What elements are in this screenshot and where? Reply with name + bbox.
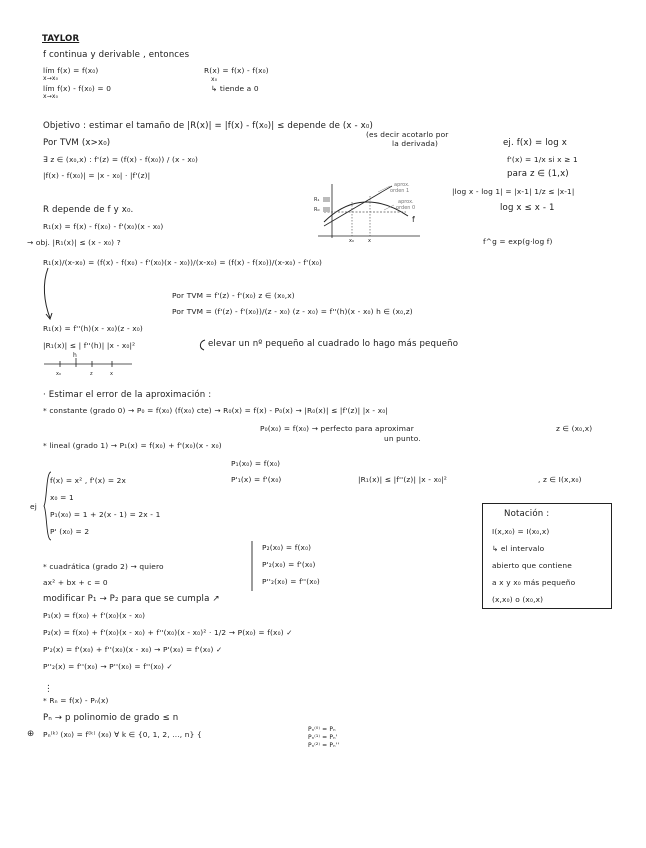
depende-line: R depende de f y x₀. (43, 205, 134, 215)
pk-condition: Pₙ⁽ᵏ⁾ (x₀) = f⁽ᵏ⁾ (x₀) ∀ k ∈ {0, 1, 2, ..., n} { (43, 730, 202, 739)
graph-orden1: orden 1 (390, 188, 410, 194)
graph-x-label: x (368, 238, 371, 244)
fprime-log: f'(x) = 1/x si x ≥ 1 (507, 155, 578, 164)
graph-tangent-line (324, 186, 392, 226)
exists-z: ∃ z ∈ (x₀,x) : f'(z) = (f(x) - f(x₀)) / (x - x₀) (43, 155, 199, 164)
dots: ⋮ (44, 684, 53, 694)
p2-expression: P₂(x) = f(x₀) + f'(x₀)(x - x₀) + f''(x₀)(x - x₀)² · 1/2 → P(x₀) = f(x₀) ✓ (43, 628, 293, 637)
log-inequality: |log x - log 1| = |x-1| 1/z ≤ |x-1| (452, 187, 575, 196)
taylor-graph (310, 180, 440, 242)
example-line-3: P₁(x₀) = 1 + 2(x - 1) = 2x - 1 (50, 510, 161, 519)
example-line-4: P' (x₀) = 2 (50, 527, 90, 536)
circled-plus-icon: ⊕ (27, 729, 35, 739)
number-line-x: x (110, 371, 113, 377)
modificar-line: modificar P₁ → P₂ para que se cumpla ↗ (43, 594, 220, 604)
limit-2: lím f(x) - f(x₀) = 0 (43, 84, 112, 93)
abs-diff: |f(x) - f(x₀)| = |x - x₀| · |f'(z)| (43, 171, 151, 180)
un-punto: un punto. (384, 434, 421, 443)
page-title: TAYLOR (42, 34, 80, 44)
objetivo-line: Objetivo : estimar el tamaño de |R(x)| = |f(x) - f(x₀)| ≤ depende de (x - x₀) (43, 121, 373, 131)
number-line-h: h (73, 352, 77, 359)
r1-bound-lineal: |R₁(x)| ≤ |f''(z)| |x - x₀|² (358, 475, 447, 484)
quadratic-form: ax² + bx + c = 0 (43, 578, 108, 587)
conditions-bar (250, 541, 254, 591)
hook-arrow-icon (198, 339, 208, 351)
rn-definition: * Rₙ = f(x) - Pₙ(x) (43, 696, 109, 705)
graph-r1-label: R₁ (314, 197, 320, 203)
number-line-z: z (90, 371, 93, 377)
log-inequality-2: log x ≤ x - 1 (500, 203, 555, 213)
notacion-line-4: a x y x₀ más pequeño (492, 578, 576, 587)
number-line (44, 352, 134, 378)
p1-at-x0: P₁(x₀) = f(x₀) (231, 459, 281, 468)
condition-3: P''₂(x₀) = f''(x₀) (262, 577, 320, 586)
r1-ratio: R₁(x)/(x-x₀) = (f(x) - f(x₀) - f'(x₀)(x - x₀))/(x-x₀) = (f(x) - f(x₀))/(x-x₀) - f'(x₀) (43, 258, 323, 267)
notacion-line-1: I(x,x₀) = I(x₀,x) (492, 527, 550, 536)
graph-r0-label: R₀ (314, 207, 320, 213)
tvm-step-2: Por TVM = (f'(z) - f'(x₀))/(z - x₀) (z - x₀) = f''(h)(x - x₀) h ∈ (x₀,z) (172, 307, 413, 316)
ejemplo-log: ej. f(x) = log x (503, 138, 567, 148)
graph-aprox1: aprox. (394, 182, 410, 188)
graph-orden0: orden 0 (396, 205, 416, 211)
objective-bound: → obj. |R₁(x)| ≤ (x - x₀) ? (27, 238, 121, 247)
pn-polynomial: Pₙ → p polinomio de grado ≤ n (43, 713, 179, 723)
r1-abs-bound: |R₁(x)| ≤ | f''(h)| |x - x₀|² (43, 341, 136, 350)
p2-second: P''₂(x) = f''(x₀) → P''(x₀) = f''(x₀) ✓ (43, 662, 173, 671)
limit-2-sub: x→x₀ (43, 93, 59, 100)
p2-prime: P'₂(x) = f'(x₀) + f''(x₀)(x - x₀) → P'(x₀) = f'(x₀) ✓ (43, 645, 223, 654)
pn-k0: Pₙ⁽⁰⁾ = Pₙ (308, 726, 336, 733)
estimar-heading: · Estimar el error de la aproximación : (43, 390, 212, 400)
pn-k2: Pₙ⁽²⁾ = Pₙ'' (308, 742, 340, 749)
graph-r1-marker (323, 197, 330, 202)
para-z: para z ∈ (1,x) (507, 169, 569, 179)
cuadratica-line: * cuadrática (grado 2) → quiero (43, 562, 164, 571)
ejemplo-label: ej (30, 502, 37, 511)
condition-1: P₂(x₀) = f(x₀) (262, 543, 312, 552)
constante-line: * constante (grado 0) → P₀ = f(x₀) (f(x₀) cte) → R₀(x) = f(x) - P₀(x) → |R₀(x)| ≤ |f'(z)| |x - x₀| (43, 406, 388, 415)
r1-result: R₁(x) = f''(h)(x - x₀)(z - x₀) (43, 324, 143, 333)
graph-aprox0: aprox. (398, 199, 414, 205)
limit-1: lím f(x) = f(x₀) (43, 66, 99, 75)
r-tends: ↳ tiende a 0 (211, 84, 259, 93)
lineal-line: * lineal (grado 1) → P₁(x) = f(x₀) + f'(x₀)(x - x₀) (43, 441, 222, 450)
elevar-note: elevar un nº pequeño al cuadrado lo hago más pequeño (208, 339, 459, 349)
r-definition: R(x) = f(x) - f(x₀) (204, 66, 269, 75)
notacion-line-2: ↳ el intervalo (492, 544, 545, 553)
graph-x0-label: x₀ (349, 238, 354, 244)
limit-1-sub: x→x₀ (43, 75, 59, 82)
objetivo-paren-1: (es decir acotarlo por (366, 130, 449, 139)
z-interval-2: , z ∈ I(x,x₀) (538, 475, 582, 484)
p1-prime: P'₁(x) = f'(x₀) (231, 475, 282, 484)
z-interval: z ∈ (x₀,x) (556, 424, 593, 433)
down-curved-arrow (40, 266, 60, 322)
pn-k1: Pₙ⁽¹⁾ = Pₙ' (308, 734, 338, 741)
r1-definition: R₁(x) = f(x) - f(x₀) - f'(x₀)(x - x₀) (43, 222, 164, 231)
example-line-1: f(x) = x² , f'(x) = 2x (50, 476, 127, 485)
intro-line: f continua y derivable , entonces (43, 50, 190, 60)
p1-expression: P₁(x) = f(x₀) + f'(x₀)(x - x₀) (43, 611, 146, 620)
tvm-step-1: Por TVM = f'(z) - f'(x₀) z ∈ (x₀,x) (172, 291, 295, 300)
example-line-2: x₀ = 1 (50, 493, 74, 502)
graph-r0-marker (323, 207, 330, 212)
por-tvm: Por TVM (x>x₀) (43, 138, 111, 148)
condition-2: P'₂(x₀) = f'(x₀) (262, 560, 316, 569)
number-line-x0: x₀ (56, 371, 61, 377)
notacion-title: Notación : (504, 509, 550, 519)
p0-line: P₀(x₀) = f(x₀) → perfecto para aproximar (260, 424, 414, 433)
notacion-line-3: abierto que contiene (492, 561, 572, 570)
fg-exp: f^g = exp(g·log f) (483, 237, 553, 246)
notacion-line-5: (x,x₀) o (x₀,x) (492, 595, 544, 604)
graph-f-label: f (412, 215, 415, 224)
objetivo-paren-2: la derivada) (392, 139, 439, 148)
r-x0: x₀ (211, 76, 218, 83)
